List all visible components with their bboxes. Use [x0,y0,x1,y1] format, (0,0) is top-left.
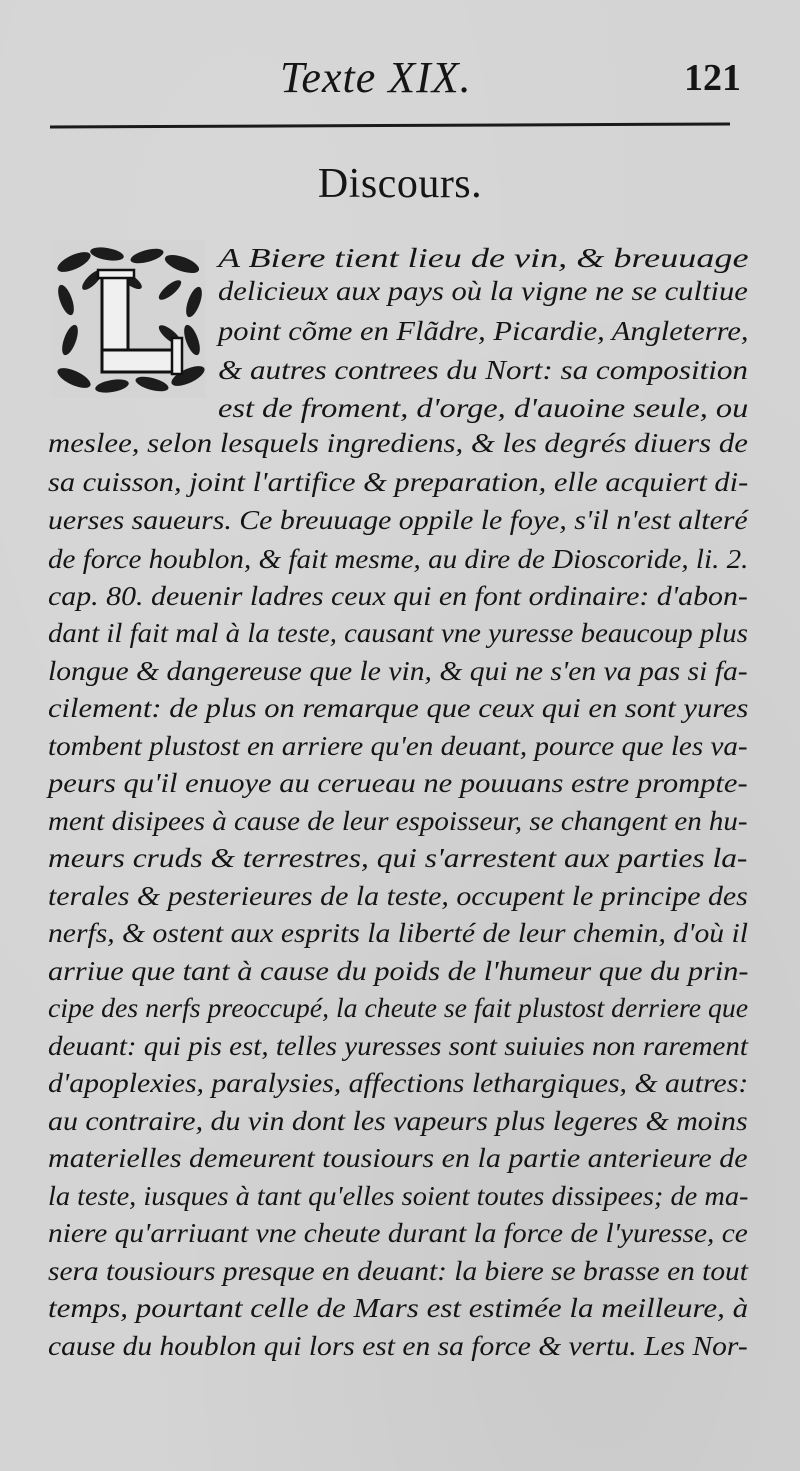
text-line: est de froment, d'orge, d'auoine seule, ou [218,393,749,423]
text-line: & autres contrees du Nort: sa composition [218,355,748,385]
text-line: d'apoplexies, paralysies, affections lethargiques, & autres: [48,1068,749,1098]
text-line: A Biere tient lieu de vin, & breuuage [218,243,749,273]
text-line: deuant: qui pis est, telles yuresses sont suiuies non rarement [48,1031,748,1061]
text-line: nerfs, & ostent aux esprits la liberté de leur chemin, d'où il [48,918,748,948]
text-line: niere qu'arriuant vne cheute durant la force de l'yuresse, ce [48,1218,748,1248]
text-line: arriue que tant à cause du poids de l'humeur que du prin- [48,956,749,986]
text-line: temps, pourtant celle de Mars est estimée la meilleure, à [48,1293,749,1323]
text-line: longue & dangereuse que le vin, & qui ne s'en va pas si fa- [48,656,748,686]
text-line: la teste, iusques à tant qu'elles soient toutes dissipees; de ma- [48,1181,749,1211]
text-line: uerses saueurs. Ce breuuage oppile le foye, s'il n'est alteré [48,505,748,535]
text-line: delicieux aux pays où la vigne ne se cultiue [218,276,748,306]
text-line: terales & pesterieures de la teste, occupent le principe des [48,881,748,911]
running-head: Texte XIX. [280,53,472,102]
text-line: de force houblon, & fait mesme, au dire de Dioscoride, li. 2. [48,544,749,574]
text-line: cipe des nerfs preoccupé, la cheute se fait plustost derriere que [48,993,749,1023]
text-line: meurs cruds & terrestres, qui s'arrestent aux parties la- [48,843,748,873]
text-line: dant il fait mal à la teste, causant vne yuresse beaucoup plus [48,618,748,648]
text-line: cause du houblon qui lors est en sa force & vertu. Les Nor- [48,1331,748,1361]
ornamental-initial-icon [52,240,206,398]
text-line: cap. 80. deuenir ladres ceux qui en font ordinaire: d'abon- [48,581,748,611]
text-line: ment disipees à cause de leur espoisseur, se changent en hu- [48,806,748,836]
text-line: tombent plustost en arriere qu'en deuant, pource que les va- [48,731,748,761]
text-line: sa cuisson, joint l'artifice & preparation, elle acquiert di- [48,467,749,497]
text-line: au contraire, du vin dont les vapeurs plus legeres & moins [48,1106,748,1136]
text-line: point cõme en Flãdre, Picardie, Angleterre, [218,316,749,346]
page-number: 121 [684,57,741,99]
text-line: cilement: de plus on remarque que ceux qui en sont yures [48,693,749,723]
text-line: peurs qu'il enuoye au cerueau ne pouuans estre prompte- [48,768,748,798]
section-title: Discours. [317,161,483,207]
text-line: sera tousiours presque en deuant: la biere se brasse en tout [48,1256,748,1286]
text-line: meslee, selon lesquels ingrediens, & les degrés diuers de [48,428,748,458]
text-line: materielles demeurent tousiours en la partie anterieure de [48,1143,748,1173]
